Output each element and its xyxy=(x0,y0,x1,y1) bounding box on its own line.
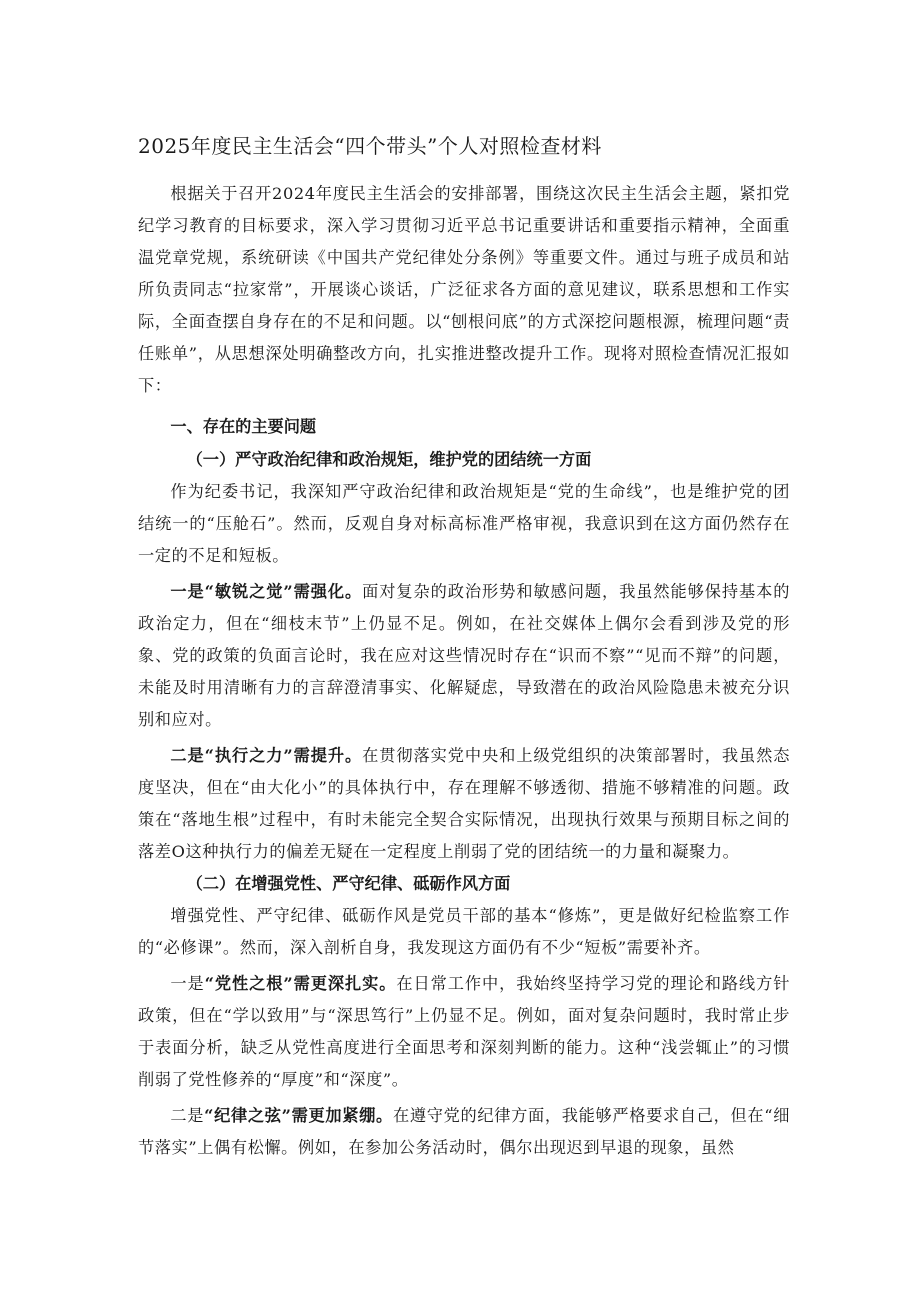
subsection-heading-political-discipline: （一）严守政治纪律和政治规矩，维护党的团结统一方面 xyxy=(186,450,592,469)
point-lead: “党性之根”需更深扎实。 xyxy=(204,974,397,993)
point-prefix: 一是 xyxy=(170,974,205,993)
point-political-sensitivity xyxy=(138,576,790,736)
document-page xyxy=(138,128,790,1164)
subsection-heading-party-spirit: （二）在增强党性、严守纪律、砥砺作风方面 xyxy=(186,874,511,893)
point-discipline-string xyxy=(138,1100,790,1164)
intro-paragraph: 根据关于召开2024年度民主生活会的安排部署，围绕这次民主生活会主题，紧扣党纪学习教育的目标要求，深入学习贯彻习近平总书记重要讲话和重要指示精神，全面重温党章党规，系统研读《中国共产党纪律处分条例》等重要文件。通过与班子成员和站所负责同志“拉家常”，开展谈心谈话，广泛征求各方面的意见建议，联系思想和工作实际，全面查摆自身存在的不足和问题。以“刨根问底”的方式深挖问题根源，梳理问题“责任账单”，从思想深处明确整改方向，扎实推进整改提升工作。现将对照检查情况汇报如下： xyxy=(138,184,790,395)
point-party-spirit-root xyxy=(138,968,790,1096)
document-title: 2025年度民主生活会“四个带头”个人对照检查材料 xyxy=(138,134,602,158)
subsection-intro-political-discipline: 作为纪委书记，我深知严守政治纪律和政治规矩是“党的生命线”，也是维护党的团结统一的“压舱石”。然而，反观自身对标高标准严格审视，我意识到在这方面仍然存在一定的不足和短板。 xyxy=(138,482,790,565)
point-execution-ability xyxy=(138,740,790,868)
point-text: 面对复杂的政治形势和敏感问题，我虽然能够保持基本的政治定力，但在“细枝末节”上仍显不足。例如，在社交媒体上偶尔会看到涉及党的形象、党的政策的负面言论时，我在应对这些情况时存在“识而不察”“见而不辩”的问题，未能及时用清晰有力的言辞澄清事实、化解疑虑，导致潜在的政治风险隐患未被充分识别和应对。 xyxy=(138,582,791,729)
subsection-intro-party-spirit: 增强党性、严守纪律、砥砺作风是党员干部的基本“修炼”，更是做好纪检监察工作的“必修课”。然而，深入剖析自身，我发现这方面仍有不少“短板”需要补齐。 xyxy=(138,906,790,957)
point-prefix: 二是 xyxy=(170,1106,205,1125)
section-heading-main-problems: 一、存在的主要问题 xyxy=(170,417,317,436)
point-text: 在遵守党的纪律方面，我能够严格要求自己，但在“细节落实”上偶有松懈。例如，在参加公务活动时，偶尔出现迟到早退的现象，虽然 xyxy=(138,1106,790,1157)
point-lead: 一是“敏锐之觉”需强化。 xyxy=(170,582,363,601)
point-lead: 二是“执行之力”需提升。 xyxy=(170,746,363,765)
point-text: 在贯彻落实党中央和上级党组织的决策部署时，我虽然态度坚决，但在“由大化小”的具体执行中，存在理解不够透彻、措施不够精准的问题。政策在“落地生根”过程中，有时未能完全契合实际情况，出现执行效果与预期目标之间的落差O这种执行力的偏差无疑在一定程度上削弱了党的团结统一的力量和凝聚力。 xyxy=(138,746,791,861)
point-text: 在日常工作中，我始终坚持学习党的理论和路线方针政策，但在“学以致用”与“深思笃行”上仍显不足。例如，面对复杂问题时，我时常止步于表面分析，缺乏从党性高度进行全面思考和深刻判断的能力。这种“浅尝辄止”的习惯削弱了党性修养的“厚度”和“深度”。 xyxy=(138,974,790,1089)
point-lead: “纪律之弦”需更加紧绷。 xyxy=(204,1106,393,1125)
